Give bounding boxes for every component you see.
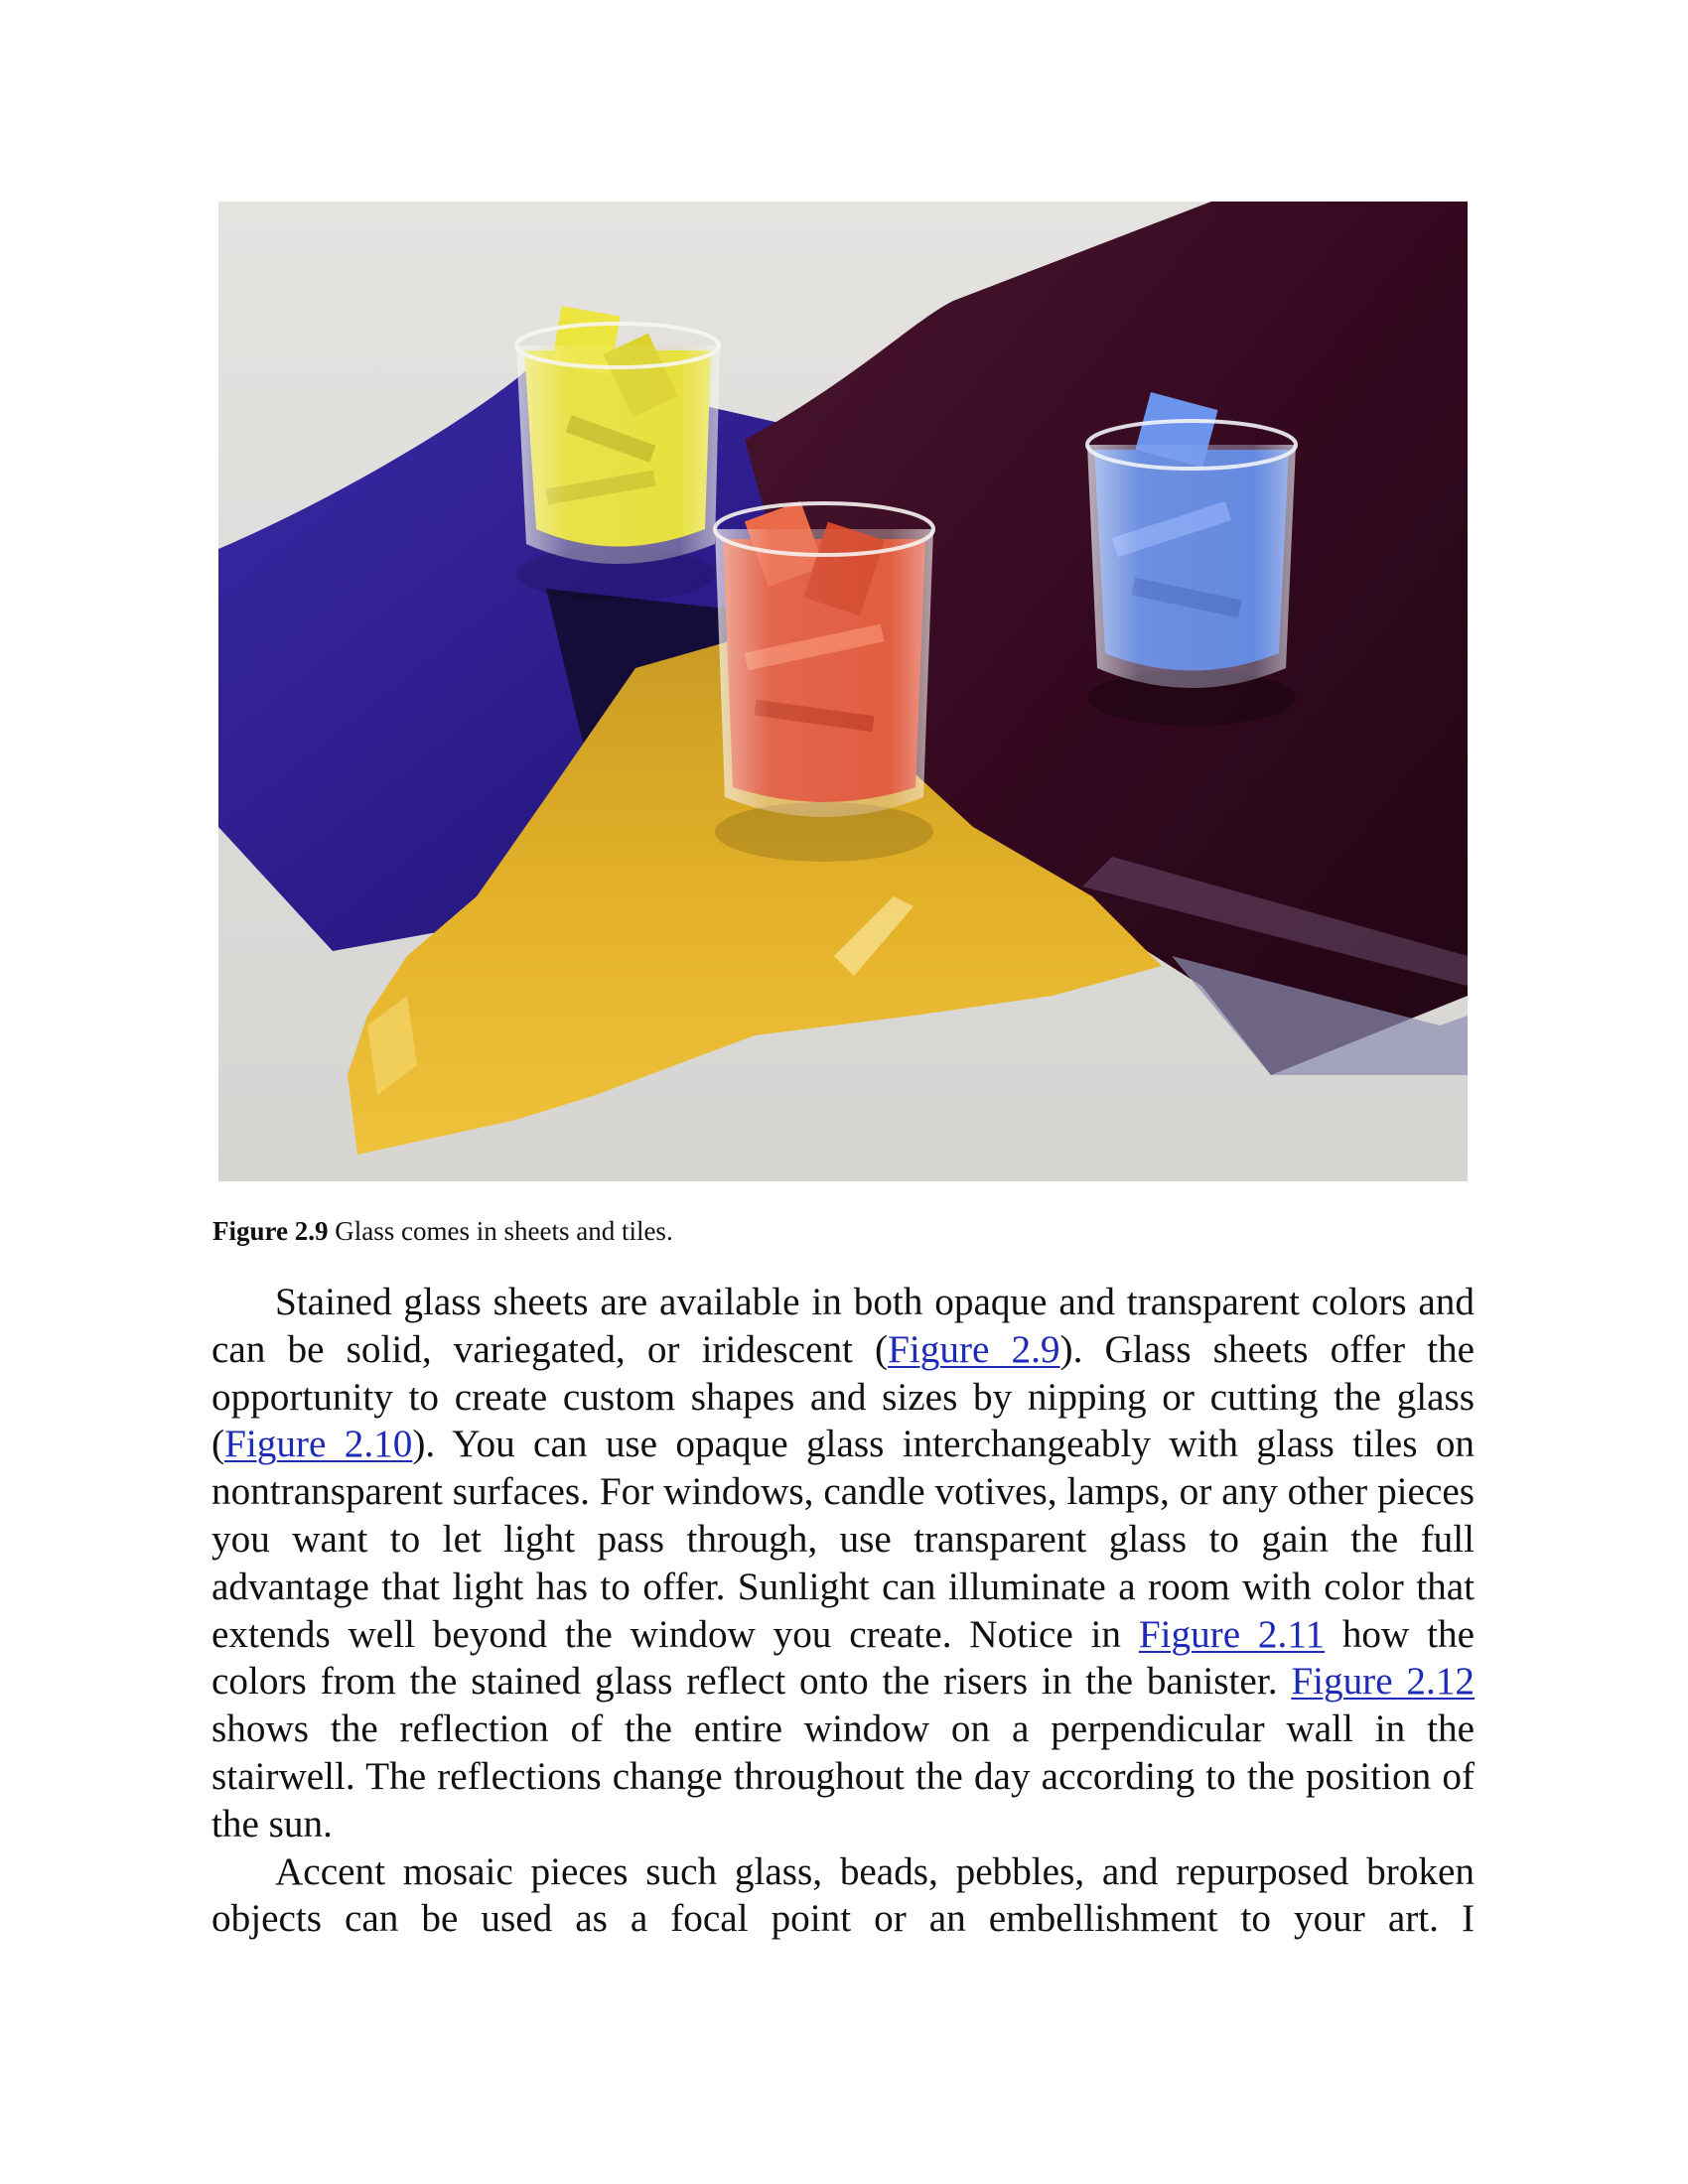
glass-sheets-and-tiles-photo bbox=[218, 202, 1468, 1181]
paragraph-2: Accent mosaic pieces such glass, beads, pebbles, and repurposed broken objects can be used as a focal point or an embellishment to your art. I bbox=[211, 1849, 1475, 1941]
figure-2-10-link[interactable]: Figure 2.10 bbox=[224, 1423, 413, 1466]
figure-2-9-link[interactable]: Figure 2.9 bbox=[888, 1327, 1060, 1371]
figure-2-11-link[interactable]: Figure 2.11 bbox=[1138, 1612, 1326, 1656]
figure-caption bbox=[212, 1213, 673, 1249]
paragraph-1-text-4: how the colors from the stained glass reflect onto the risers in the banister. bbox=[211, 1612, 1475, 1704]
body-text bbox=[211, 1279, 1475, 1943]
figure-label: Figure 2.9 bbox=[212, 1216, 329, 1246]
paragraph-1-text-5: shows the reflection of the entire window on a perpendicular wall in the stairwell. The reflections change throughout the day according to the position of the sun. bbox=[211, 1707, 1475, 1845]
paragraph-1 bbox=[211, 1279, 1475, 1848]
paragraph-1-text-1: Stained glass sheets are available in both opaque and transparent colors and can be solid, variegated, or iridescent ( bbox=[211, 1281, 1475, 1371]
figure-2-12-link[interactable]: Figure 2.12 bbox=[1291, 1660, 1476, 1704]
paragraph-1-text-3: ). You can use opaque glass interchangeably with glass tiles on nontransparent surfaces. For windows, candle votives, lamps, or any other pieces you want to let light pass through, use transparent glass to gain the full advantage that light has to offer. Sunlight can illuminate a room with color that extends well beyond the window you create. Notice in bbox=[211, 1423, 1476, 1656]
figure-caption-text: Glass comes in sheets and tiles. bbox=[328, 1216, 673, 1246]
paragraph-1-text-2: ). Glass sheets offer the opportunity to create custom shapes and sizes by nipping or cutting the glass ( bbox=[211, 1327, 1475, 1466]
